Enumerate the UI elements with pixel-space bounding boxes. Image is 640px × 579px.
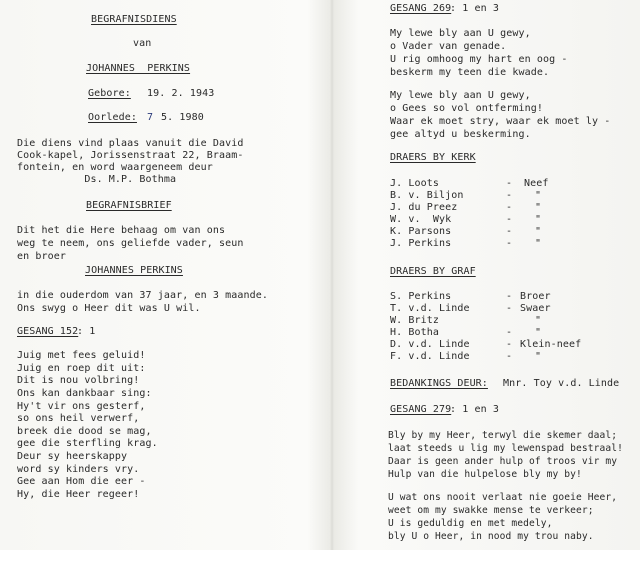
bearer-name: J. Perkins xyxy=(390,238,452,249)
bearer-relation: Neef xyxy=(524,178,549,189)
hymn1-line: gee die sterfling krag. xyxy=(17,438,158,449)
hymn3-line: bly U o Heer, in nood my trou naby. xyxy=(388,531,594,542)
bearer-relation: " xyxy=(535,226,542,237)
bearer-name: W. Britz xyxy=(390,315,439,326)
hymn3-line: Bly by my Heer, terwyl die skemer daal; xyxy=(388,430,618,441)
died-label: Oorlede: xyxy=(88,112,137,123)
hymn3-line: U is geduldig en met medely, xyxy=(388,518,553,529)
thanks-label: BEDANKINGS DEUR: xyxy=(390,378,488,389)
bearer-name: F. v.d. Linde xyxy=(390,351,470,362)
hymn2-line: Waar ek moet stry, waar ek moet ly - xyxy=(390,116,611,127)
died-day: 7 xyxy=(147,112,154,123)
bearer-dash: - xyxy=(506,339,513,350)
hymn3-line: weet om my swakke mense te verkeer; xyxy=(388,505,594,516)
hymn1-line: Hy, die Heer regeer! xyxy=(17,489,140,500)
hymn1-line: Ons kan dankbaar sing: xyxy=(17,388,152,399)
bearer-relation: " xyxy=(535,190,542,201)
bearer-name: W. v. Wyk xyxy=(390,214,452,225)
born-label: Gebore: xyxy=(88,88,131,99)
hymn2-line: beskerm my teen die kwade. xyxy=(390,67,550,78)
venue-line: Cook-kapel, Jorissenstraat 22, Braam- xyxy=(17,150,244,161)
church-bearers-title: DRAERS BY KERK xyxy=(390,152,476,163)
venue-line: Die diens vind plaas vanuit die David xyxy=(17,138,244,149)
bearer-dash: - xyxy=(506,303,513,314)
bearer-dash: - xyxy=(506,327,513,338)
bearer-dash: - xyxy=(506,202,513,213)
venue-line: Ds. M.P. Bothma xyxy=(17,174,177,185)
hymn2-line: gee altyd u beskerming. xyxy=(390,129,531,140)
bearer-dash: - xyxy=(506,214,513,225)
letter-line: en broer xyxy=(17,251,66,262)
van-label: van xyxy=(133,38,152,49)
bearer-dash: - xyxy=(506,190,513,201)
page-fold xyxy=(330,0,334,550)
hymn3-title: GESANG 279 xyxy=(390,404,452,415)
born-date: 19. 2. 1943 xyxy=(147,88,215,99)
bearer-relation: Klein-neef xyxy=(520,339,582,350)
bearer-name: J. du Preez xyxy=(390,202,458,213)
bearer-dash: - xyxy=(506,178,513,189)
bearer-relation: " xyxy=(535,238,542,249)
hymn1-line: Juig en roep dit uit: xyxy=(17,363,146,374)
hymn1-line: Deur sy heerskappy xyxy=(17,451,128,462)
hymn2-title: GESANG 269 xyxy=(390,3,452,14)
hymn2-line: My lewe bly aan U gewy, xyxy=(390,28,531,39)
hymn3-verse: : 1 en 3 xyxy=(450,404,499,415)
bearer-relation: Swaer xyxy=(520,303,551,314)
hymn1-line: Gee aan Hom die eer - xyxy=(17,476,146,487)
hymn1-verse: : 1 xyxy=(77,326,96,337)
hymn1-title: GESANG 152 xyxy=(17,326,79,337)
age-line: in die ouderdom van 37 jaar, en 3 maande. xyxy=(17,290,268,301)
hymn3-line: Daar is geen ander hulp of troos vir my xyxy=(388,456,618,467)
hymn3-stanza2 xyxy=(388,492,618,564)
venue-line: fontein, en word waargeneem deur xyxy=(17,162,213,173)
bearer-dash: - xyxy=(506,226,513,237)
bearer-name: D. v.d. Linde xyxy=(390,339,470,350)
hymn3-line: laat steeds u lig my lewenspad bestraal! xyxy=(388,443,624,454)
bearer-dash: - xyxy=(506,351,513,362)
age-line: Ons swyg o Heer dit was U wil. xyxy=(17,303,201,314)
deceased-name: JOHANNES PERKINS xyxy=(86,63,191,74)
deceased-name-2: JOHANNES PERKINS xyxy=(85,265,183,276)
hymn2-line: o Vader van genade. xyxy=(390,41,507,52)
hymn3-line: U wat ons nooit verlaat nie goeie Heer, xyxy=(388,492,618,503)
bearer-relation: " xyxy=(535,214,542,225)
bearer-name: H. Botha xyxy=(390,327,439,338)
bearer-name: K. Parsons xyxy=(390,226,452,237)
bearer-dash: - xyxy=(506,238,513,249)
hymn1-line: Hy't vir ons gesterf, xyxy=(17,401,146,412)
bearer-name: J. Loots xyxy=(390,178,439,189)
hymn1-line: Juig met fees geluid! xyxy=(17,350,146,361)
service-title: BEGRAFNISDIENS xyxy=(91,14,177,25)
bearer-relation: " xyxy=(535,327,542,338)
hymn3-line: Hulp van die hulpelose bly my by! xyxy=(388,469,582,480)
bearer-relation: " xyxy=(535,202,542,213)
bearer-relation: " xyxy=(535,351,542,362)
bearer-dash: - xyxy=(506,291,513,302)
hymn1-line: breek die dood se mag, xyxy=(17,426,152,437)
bearer-name: S. Perkins xyxy=(390,291,452,302)
letter-line: Dit het die Here behaag om van ons xyxy=(17,225,226,236)
hymn1-lyrics xyxy=(17,350,158,518)
hymn2-line: U rig omhoog my hart en oog - xyxy=(390,54,568,65)
hymn2-line: o Gees so vol ontferming! xyxy=(390,103,544,114)
letter-line: weg te neem, ons geliefde vader, seun xyxy=(17,238,244,249)
died-date: 5. 1980 xyxy=(161,112,204,123)
bearer-name: B. v. Biljon xyxy=(390,190,464,201)
bearer-relation: " xyxy=(535,315,542,326)
letter-title: BEGRAFNISBRIEF xyxy=(86,200,172,211)
bearer-name: T. v.d. Linde xyxy=(390,303,470,314)
hymn1-line: Dit is nou volbring! xyxy=(17,375,140,386)
thanks-name: Mnr. Toy v.d. Linde xyxy=(503,378,620,389)
grave-bearers-title: DRAERS BY GRAF xyxy=(390,266,476,277)
bearer-relation: Broer xyxy=(520,291,551,302)
hymn2-line: My lewe bly aan U gewy, xyxy=(390,90,531,101)
hymn2-verse: : 1 en 3 xyxy=(450,3,499,14)
hymn1-line: so ons heil verwerf, xyxy=(17,413,140,424)
hymn1-line: word sy kinders vry. xyxy=(17,464,140,475)
